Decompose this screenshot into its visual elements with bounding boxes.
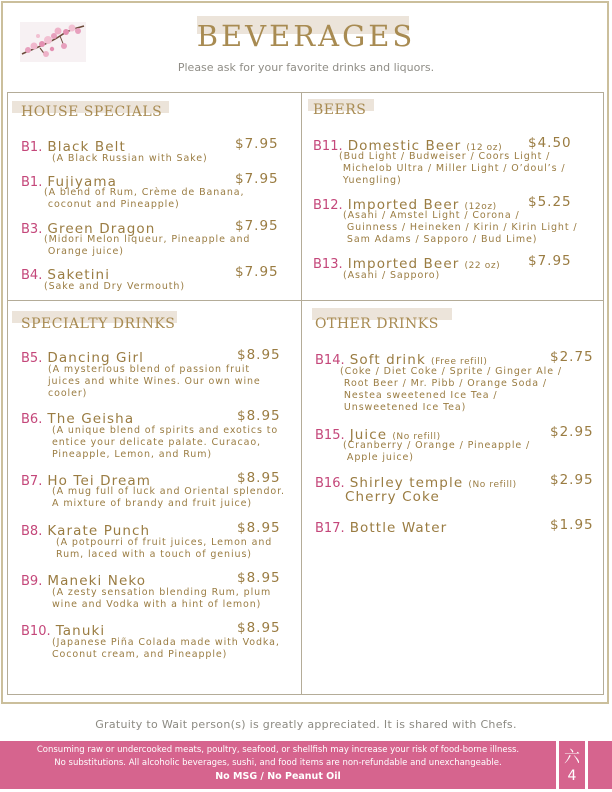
item-code: B8. xyxy=(21,524,43,539)
item-name: Soft drink xyxy=(349,352,426,368)
item-note: (Free refill) xyxy=(430,357,488,367)
item-code: B16. xyxy=(315,476,345,491)
item-name: Green Dragon xyxy=(47,221,156,237)
item-description: (A zesty sensation blending Rum, plum wine and Vodka with a hint of lemon) xyxy=(52,587,272,610)
item-price: $7.95 xyxy=(235,136,279,152)
item-price: $2.95 xyxy=(550,472,594,488)
item-name: Dancing Girl xyxy=(47,350,144,366)
item-price: $8.95 xyxy=(237,520,281,536)
item-description: (Midori Melon liqueur, Pineapple and Orange juice) xyxy=(44,234,251,257)
item-price: $4.50 xyxy=(528,135,572,151)
item-name: Black Belt xyxy=(47,139,126,155)
item-description: (A Black Russian with Sake) xyxy=(52,153,208,164)
item-price: $7.95 xyxy=(235,171,279,187)
section-title-specialty-drinks: SPECIALTY DRINKS xyxy=(21,316,176,332)
kanji-numeral: 六 xyxy=(563,747,580,766)
item-code: B3. xyxy=(21,222,43,237)
item-code: B12. xyxy=(313,198,343,213)
item-description: (A potpourri of fruit juices, Lemon and Rum, laced with a touch of genius) xyxy=(56,537,273,560)
item-price: $2.75 xyxy=(550,349,594,365)
item-note: (No refill) xyxy=(468,480,517,490)
item-price: $7.95 xyxy=(235,218,279,234)
item-description: (Japanese Piña Colada made with Vodka, Coconut cream, and Pineapple) xyxy=(52,637,280,660)
item-description: (Asahi / Sapporo) xyxy=(343,270,441,281)
footer-msg-note: No MSG / No Peanut Oil xyxy=(215,771,341,782)
item-name: Fujiyama xyxy=(47,174,117,190)
item-price: $8.95 xyxy=(237,347,281,363)
item-code: B15. xyxy=(315,428,345,443)
item-description: (A unique blend of spirits and exotics to entice your delicate palate. Curacao, Pineapple, Lemon, and Rum) xyxy=(52,425,279,460)
item-price: $5.25 xyxy=(528,194,572,210)
footer-edge-block xyxy=(588,741,612,789)
page-number: 4 xyxy=(567,768,577,784)
item-description: (Bud Light / Budweiser / Coors Light / Michelob Ultra / Miller Light / O’doul’s / Yuengling) xyxy=(339,151,566,186)
item-name: Bottle Water xyxy=(349,520,448,536)
item-price: $7.95 xyxy=(235,264,279,280)
item-name: Imported Beer xyxy=(347,256,460,272)
menu-item-name xyxy=(315,517,447,536)
section-title-other-drinks: OTHER DRINKS xyxy=(315,316,439,332)
column-divider xyxy=(301,92,302,695)
item-price: $7.95 xyxy=(528,253,572,269)
item-code: B4. xyxy=(21,268,43,283)
item-code: B11. xyxy=(313,139,343,154)
item-price: $8.95 xyxy=(237,408,281,424)
footer-warning: Consuming raw or undercooked meats, poultry, seafood, or shellfish may increase your risk of food-borne illness. xyxy=(36,745,520,755)
item-name: The Geisha xyxy=(47,411,135,427)
item-code: B6. xyxy=(21,412,43,427)
page-subtitle: Please ask for your favorite drinks and liquors. xyxy=(177,61,435,74)
section-title-house-specials: HOUSE SPECIALS xyxy=(21,104,163,120)
item-size: (22 oz) xyxy=(464,261,501,271)
item-name: Shirley temple xyxy=(349,475,464,491)
item-note: (No refill) xyxy=(392,432,441,442)
item-price: $2.95 xyxy=(550,424,594,440)
item-name: Domestic Beer xyxy=(347,138,462,154)
page-title: BEVERAGES xyxy=(196,19,416,53)
item-name: Juice xyxy=(349,427,388,443)
item-description: (A blend of Rum, Crème de Banana, coconut and Pineapple) xyxy=(44,187,245,210)
item-price: $8.95 xyxy=(237,470,281,486)
item-code: B17. xyxy=(315,521,345,536)
item-code: B7. xyxy=(21,474,43,489)
item-code: B14. xyxy=(315,353,345,368)
item-name-second-line: Cherry Coke xyxy=(345,489,440,505)
item-code: B1. xyxy=(21,175,43,190)
item-name: Maneki Neko xyxy=(47,573,147,589)
row-divider xyxy=(7,300,604,301)
item-name: Karate Punch xyxy=(47,523,151,539)
footer-policy: No substitutions. All alcoholic beverages, sushi, and food items are non-refundable and unexchangeable. xyxy=(54,758,502,768)
item-name: Saketini xyxy=(47,267,111,283)
item-size: (12 oz) xyxy=(466,143,503,153)
item-code: B5. xyxy=(21,351,43,366)
item-price: $8.95 xyxy=(237,570,281,586)
item-code: B9. xyxy=(21,574,43,589)
item-name: Ho Tei Dream xyxy=(47,473,152,489)
section-title-beers: BEERS xyxy=(313,102,367,118)
item-description: (Cranberry / Orange / Pineapple / Apple juice) xyxy=(343,440,531,463)
item-code: B10. xyxy=(21,624,51,639)
item-description: (Coke / Diet Coke / Sprite / Ginger Ale / Root Beer / Mr. Pibb / Orange Soda / Nestea sweetened Ice Tea / Unsweetened Ice Tea) xyxy=(340,366,562,413)
item-description: (Asahi / Amstel Light / Corona / Guinness / Heineken / Kirin / Kirin Light / Sam Adams / Sapporo / Bud Lime) xyxy=(343,210,578,245)
item-description: (A mysterious blend of passion fruit juices and white Wines. Our own wine cooler) xyxy=(48,364,261,399)
item-name: Imported Beer xyxy=(347,197,460,213)
item-description: (A mug full of luck and Oriental splendor. A mixture of brandy and fruit juice) xyxy=(52,486,285,509)
page-number-box xyxy=(559,741,585,789)
item-code: B1. xyxy=(21,140,43,155)
footer-banner xyxy=(0,741,556,789)
item-price: $1.95 xyxy=(550,517,594,533)
item-description: (Sake and Dry Vermouth) xyxy=(44,281,185,292)
item-name: Tanuki xyxy=(55,623,106,639)
item-price: $8.95 xyxy=(237,620,281,636)
item-size: (12oz) xyxy=(464,202,497,212)
gratuity-note: Gratuity to Wait person(s) is greatly appreciated. It is shared with Chefs. xyxy=(95,718,517,731)
item-code: B13. xyxy=(313,257,343,272)
